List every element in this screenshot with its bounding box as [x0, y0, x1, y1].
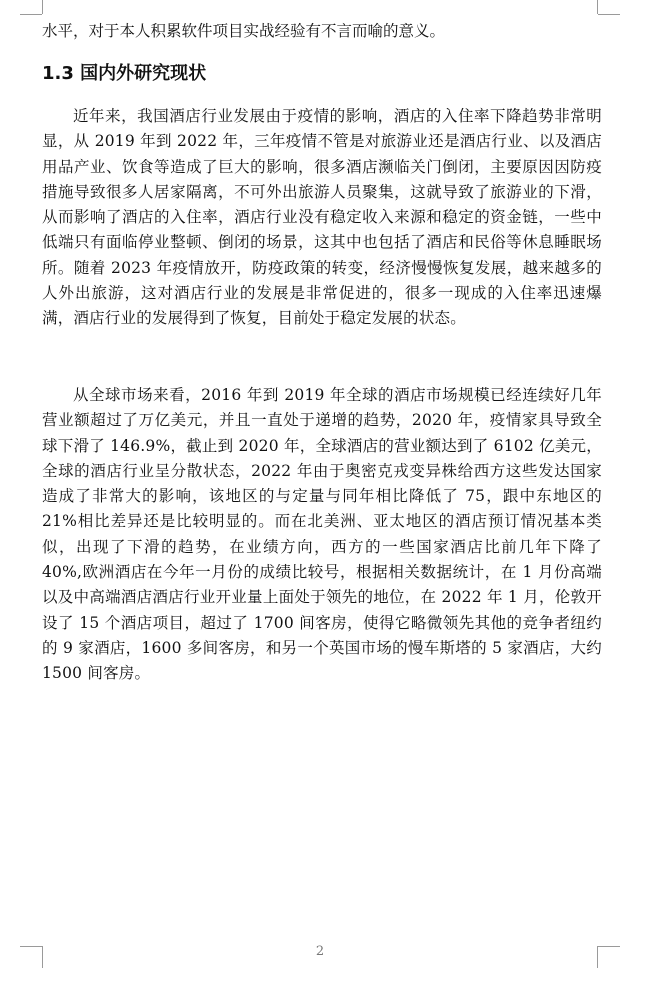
crop-mark-top-right-horizontal — [598, 14, 620, 15]
crop-mark-top-right-vertical — [597, 0, 598, 14]
page-number: 2 — [315, 944, 325, 959]
crop-mark-top-left-horizontal — [20, 14, 42, 15]
crop-mark-top-left-vertical — [42, 0, 43, 14]
continuation-line: 水平，对于本人积累软件项目实战经验有不言而喻的意义。 — [42, 22, 446, 40]
section-heading: 1.3 国内外研究现状 — [42, 63, 207, 84]
paragraph-domestic: 近年来，我国酒店行业发展由于疫情的影响，酒店的入住率下降趋势非常明显，从 2019 年到 2022 年，三年疫情不管是对旅游业还是酒店行业、以及酒店用品产业、饮食等造成了巨大的影响，很多酒店濒临关门倒闭，主要原因因防疫措施导致很多人居家隔离，不可外出旅游人员聚集，这就导致了旅游业的下滑，从而影响了酒店的入住率，酒店行业没有稳定收入来源和稳定的资金链，一些中低端只有面临停业整顿、倒闭的场景，这其中也包括了酒店和民俗等休息睡眠场所。随着 2023 年疫情放开，防疫政策的转变，经济慢慢恢复发展，越来越多的人外出旅游，这对酒店行业的发展是非常促进的，很多一现成的入住率迅速爆满，酒店行业的发展得到了恢复，目前处于稳定发展的状态。 — [42, 107, 602, 328]
paragraph-global: 从全球市场来看，2016 年到 2019 年全球的酒店市场规模已经连续好几年营业额超过了万亿美元，并且一直处于递增的趋势，2020 年，疫情家具导致全球下滑了 146.9%，截止到 2020 年，全球酒店的营业额达到了 6102 亿美元，全球的酒店行业呈分散状态，2022 年由于奥密克戎变异株给西方这些发达国家造成了非常大的影响，该地区的与定量与同年相比降低了 75，跟中东地区的 21%相比差异还是比较明显的。而在北美洲、亚太地区的酒店预订情况基本类似，出现了下滑的趋势，在业绩方向，西方的一些国家酒店比前几年下降了 40%,欧洲酒店在今年一月份的成绩比较号，根据相关数据统计，在 1 月份高端以及中高端酒店酒店行业开业量上面处于领先的地位，在 2022 年 1 月，伦敦开设了 15 个酒店项目，超过了 1700 间客房，使得它略微领先其他的竞争者纽约的 9 家酒店，1600 多间客房，和另一个英国市场的慢车斯塔的 5 家酒店，大约 1500 间客房。 — [42, 386, 602, 683]
